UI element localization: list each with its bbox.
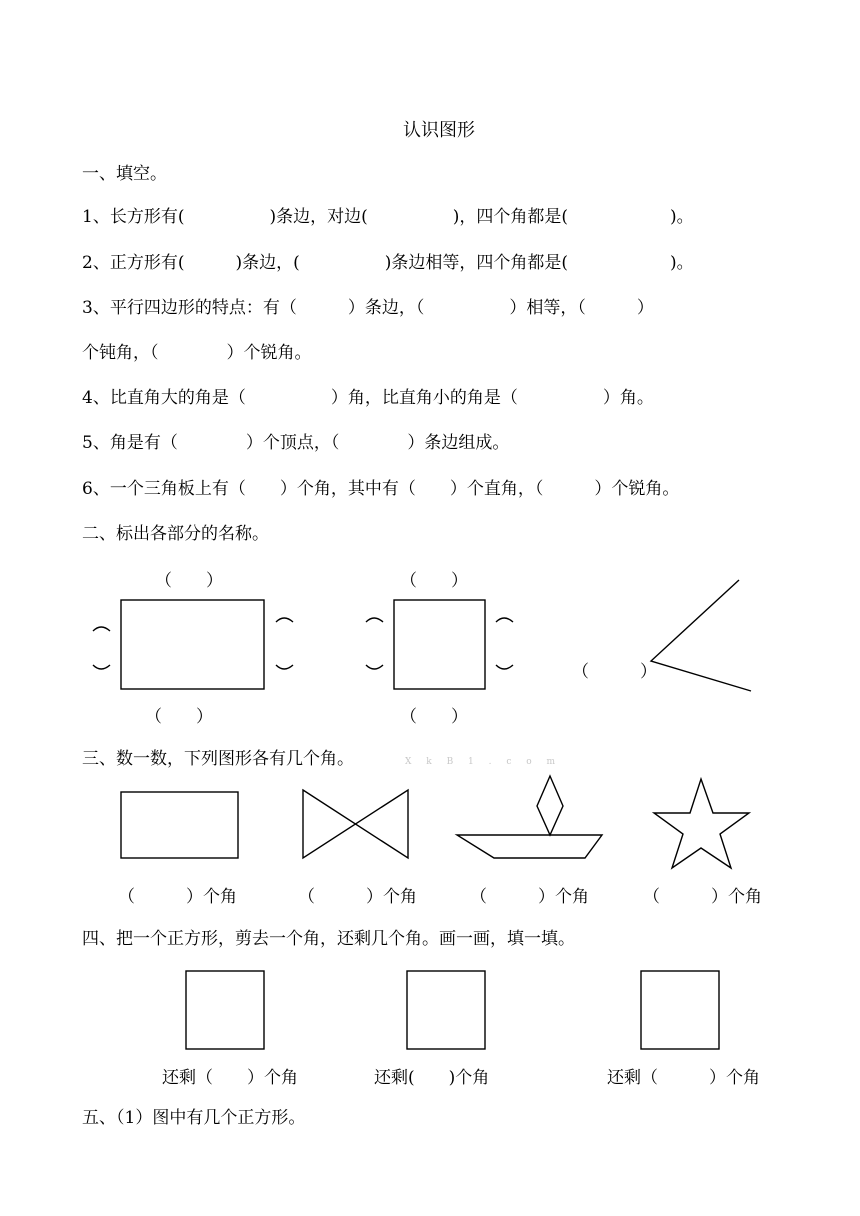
count-rectangle [121,792,238,858]
rect-bottom-paren: （ ） [145,707,213,727]
count-boat-hull [457,835,602,858]
square-left-arc-top [366,618,383,622]
cut-answer-1: 还剩（ ）个角 [162,1068,298,1088]
cut-square-2 [407,971,485,1049]
question-2: 2、正方形有( )条边，( )条边相等，四个角都是( )。 [82,253,694,273]
cut-square-1 [186,971,264,1049]
page-title: 认识图形 [403,120,475,141]
question-6: 6、一个三角板上有（ ）个角，其中有（ ）个直角，（ ）个锐角。 [82,479,680,499]
rect-right-arc-top [276,618,293,622]
rect-left-arc-top [93,627,110,631]
question-4: 4、比直角大的角是（ ）角，比直角小的角是（ ）角。 [82,388,654,408]
labeled-rectangle [121,600,264,689]
section3-heading: 三、数一数，下列图形各有几个角。 [82,749,354,769]
cut-square-3 [641,971,719,1049]
shape-answer-2: （ ）个角 [298,887,417,907]
rect-left-arc-bottom [93,665,110,669]
question-1: 1、长方形有( )条边，对边( )，四个角都是( )。 [82,207,694,227]
labeled-square [394,600,485,689]
cut-answer-2: 还剩( )个角 [374,1068,490,1088]
question-5: 5、角是有（ ）个顶点，（ ）条边组成。 [82,433,510,453]
question-3b: 个钝角，（ ）个锐角。 [82,343,312,363]
rect-right-arc-bottom [276,665,293,669]
square-top-paren: （ ） [400,571,468,591]
shape-answer-4: （ ）个角 [643,887,762,907]
rect-top-paren: （ ） [155,571,223,591]
square-right-arc-top [496,618,513,622]
count-star [654,779,749,868]
square-bottom-paren: （ ） [400,707,468,727]
cut-answer-3: 还剩（ ）个角 [607,1068,760,1088]
watermark: X k B 1 . c o m [405,757,562,767]
shape-answer-1: （ ）个角 [118,887,237,907]
square-left-arc-bottom [366,665,383,669]
section1-heading: 一、填空。 [82,164,167,184]
section5-heading: 五、（1）图中有几个正方形。 [82,1108,306,1128]
square-right-arc-bottom [496,665,513,669]
question-3a: 3、平行四边形的特点：有（ ）条边，（ ）相等，（ ） [82,298,654,318]
count-diamond [537,776,563,835]
count-bowtie [303,790,408,858]
shape-answer-3: （ ）个角 [470,887,589,907]
section4-heading: 四、把一个正方形，剪去一个角，还剩几个角。画一画，填一填。 [82,929,575,949]
section2-heading: 二、标出各部分的名称。 [82,524,269,544]
angle-paren: （ ） [572,662,657,682]
labeled-angle [651,580,751,691]
